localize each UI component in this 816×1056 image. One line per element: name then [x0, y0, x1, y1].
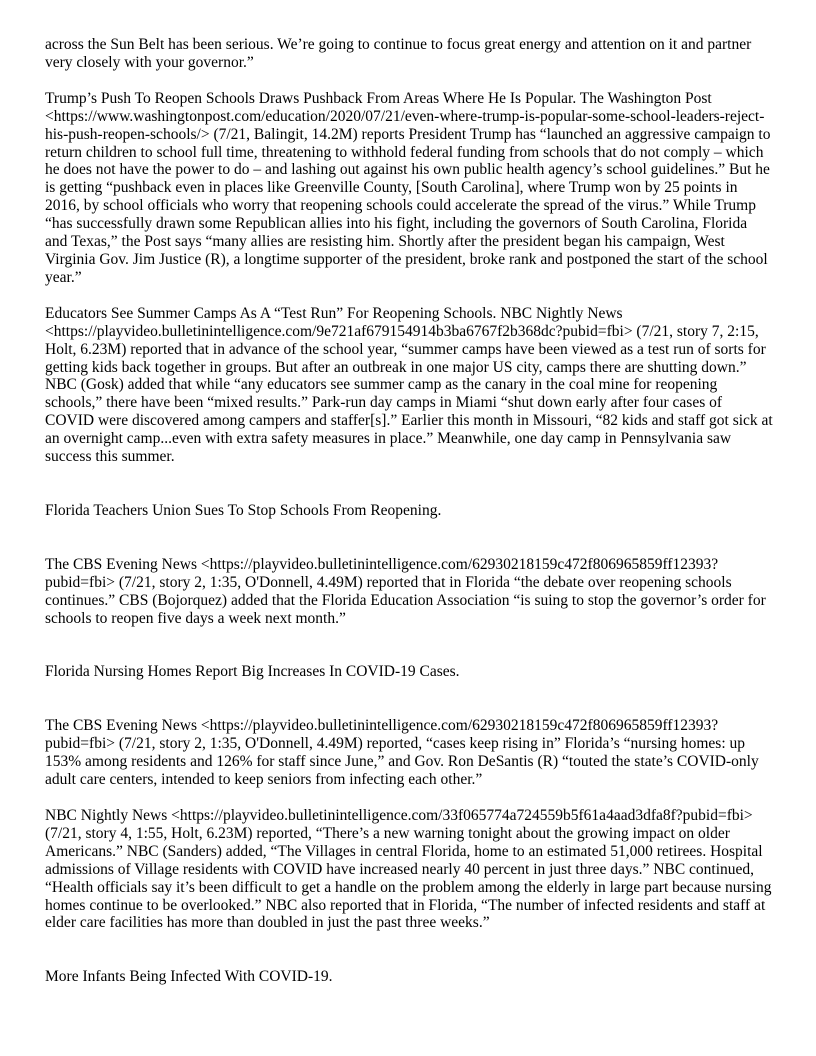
paragraph-cbs-nursing-homes: The CBS Evening News <https://playvideo.bulletinintelligence.com/62930218159c472f806965859ff12393?pubid=fbi> (7/21, story 2, 1:35, O'Donnell, 4.49M) reported, “cases keep rising in” Florida’s “nursing homes: up 153% among residents and 126% for staff since June,” and Gov. Ron DeSantis (R) “touted the state’s COVID-only adult care centers, intended to keep seniors from infecting each other.”: [45, 717, 759, 789]
paragraph-trump-reopen-schools: Trump’s Push To Reopen Schools Draws Pushback From Areas Where He Is Popular. The Washington Post <https://www.washingtonpost.com/education/2020/07/21/even-where-trump-is-popular-some-school-leaders-reject-his-push-reopen-schools/> (7/21, Balingit, 14.2M) reports President Trump has “launched an aggressive campaign to return children to school full time, threatening to withhold federal funding from schools that do not comply – which he does not have the power to do – and lashing out against his own public health agency’s school guidelines.” But he is getting “pushback even in places like Greenville County, [South Carolina], where Trump won by 25 points in 2016, by school officials who worry that reopening schools could accelerate the spread of the virus.” While Trump “has successfully drawn some Republican allies into his fight, including the governors of South Carolina, Florida and Texas,” the Post says “many allies are resisting him. Shortly after the president began his campaign, West Virginia Gov. Jim Justice (R), a longtime supporter of the president, broke rank and postponed the start of the school year.”: [45, 89, 771, 286]
paragraph-cbs-reopening-debate: The CBS Evening News <https://playvideo.bulletinintelligence.com/62930218159c472f806965859ff12393?pubid=fbi> (7/21, story 2, 1:35, O'Donnell, 4.49M) reported that in Florida “the debate over reopening schools continues.” CBS (Bojorquez) added that the Florida Education Association “is suing to stop the governor’s order for schools to reopen five days a week next month.”: [45, 555, 766, 627]
paragraph-governor-quote-continued: across the Sun Belt has been serious. We’re going to continue to focus great energy and attention on it and partner very closely with your governor.”: [45, 36, 752, 71]
paragraph-spacer: [45, 627, 773, 663]
paragraph-spacer: [45, 72, 773, 90]
paragraph-summer-camps-test-run: Educators See Summer Camps As A “Test Run” For Reopening Schools. NBC Nightly News <https://playvideo.bulletinintelligence.com/9e721af679154914b3ba6767f2b368dc?pubid=fbi> (7/21, story 7, 2:15, Holt, 6.23M) reported that in advance of the school year, “summer camps have been viewed as a test run of sorts for getting kids back together in groups. But after an outbreak in one major US city, camps there are shutting down.” NBC (Gosk) added that while “any educators see summer camp as the canary in the coal mine for reopening schools,” there have been “mixed results.” Park-run day camps in Miami “shut down early after four cases of COVID were discovered among campers and staffer[s].” Earlier this month in Missouri, “82 kids and staff got sick at an overnight camp...even with extra safety measures in place.” Meanwhile, one day camp in Pennsylvania saw success this summer.: [45, 304, 773, 466]
paragraph-spacer: [45, 932, 773, 968]
paragraph-spacer: [45, 466, 773, 502]
headline-florida-nursing-homes: Florida Nursing Homes Report Big Increases In COVID-19 Cases.: [45, 663, 460, 681]
paragraph-nbc-older-americans: NBC Nightly News <https://playvideo.bulletinintelligence.com/33f065774a724559b5f61a4aad3dfa8f?pubid=fbi> (7/21, story 4, 1:55, Holt, 6.23M) reported, “There’s a new warning tonight about the growing impact on older Americans.” NBC (Sanders) added, “The Villages in central Florida, home to an estimated 51,000 retirees. Hospital admissions of Village residents with COVID have increased nearly 40 percent in just three days.” NBC continued, “Health officials say it’s been difficult to get a handle on the problem among the elderly in large part because nursing homes continue to be overlooked.” NBC also reported that in Florida, “The number of infected residents and staff at elder care facilities has more than doubled in just the past three weeks.”: [45, 807, 772, 932]
headline-infants-infected: More Infants Being Infected With COVID-19.: [45, 968, 333, 986]
paragraph-spacer: [45, 789, 773, 807]
paragraph-spacer: [45, 681, 773, 717]
headline-florida-teachers-union: Florida Teachers Union Sues To Stop Schools From Reopening.: [45, 501, 442, 519]
document-page: [45, 36, 773, 986]
paragraph-spacer: [45, 520, 773, 556]
paragraph-spacer: [45, 287, 773, 305]
